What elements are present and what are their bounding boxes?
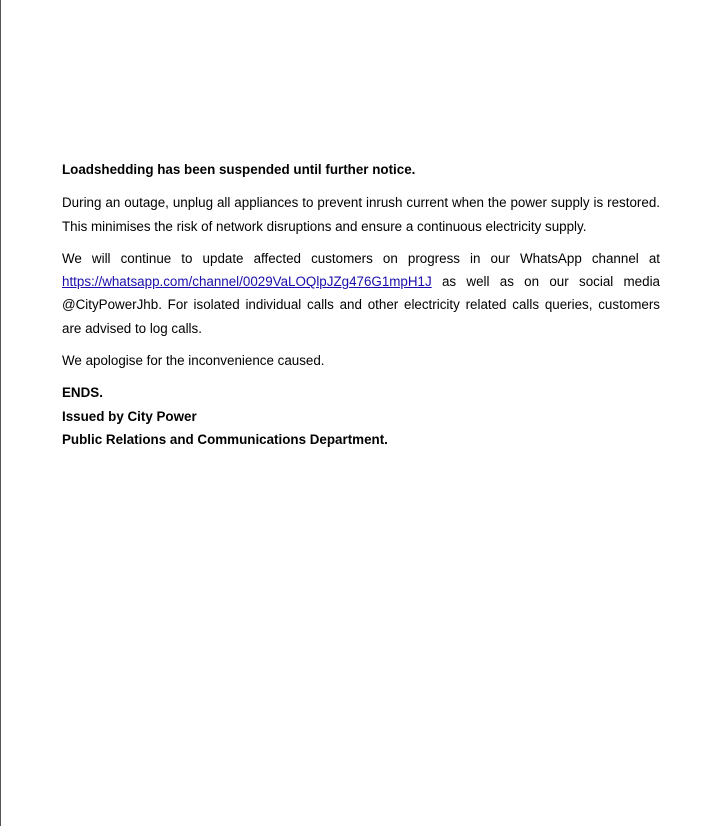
update-text-after-link: as well as on our social media @CityPowerJhb. For isolated individual calls and other electricity related calls queries, customers are advised to log calls. <box>62 274 660 336</box>
issued-by: Issued by City Power <box>62 408 197 424</box>
headline: Loadshedding has been suspended until further notice. <box>62 162 416 177</box>
whatsapp-channel-link[interactable]: https://whatsapp.com/channel/0029VaLOQlpJZg476G1mpH1J <box>62 274 432 290</box>
outage-advice-paragraph: During an outage, unplug all appliances to prevent inrush current when the power supply is restored. This minimises the risk of network disruptions and ensure a continuous electricity supply. <box>62 195 660 234</box>
page-left-border <box>0 0 1 826</box>
department-name: Public Relations and Communications Department. <box>62 431 388 447</box>
update-paragraph <box>62 247 660 340</box>
apology-text: We apologise for the inconvenience caused. <box>62 353 325 369</box>
update-text-before-link: We will continue to update affected customers on progress in our WhatsApp channel at <box>62 250 660 266</box>
ends-marker: ENDS. <box>62 385 103 401</box>
document-body <box>62 158 660 451</box>
